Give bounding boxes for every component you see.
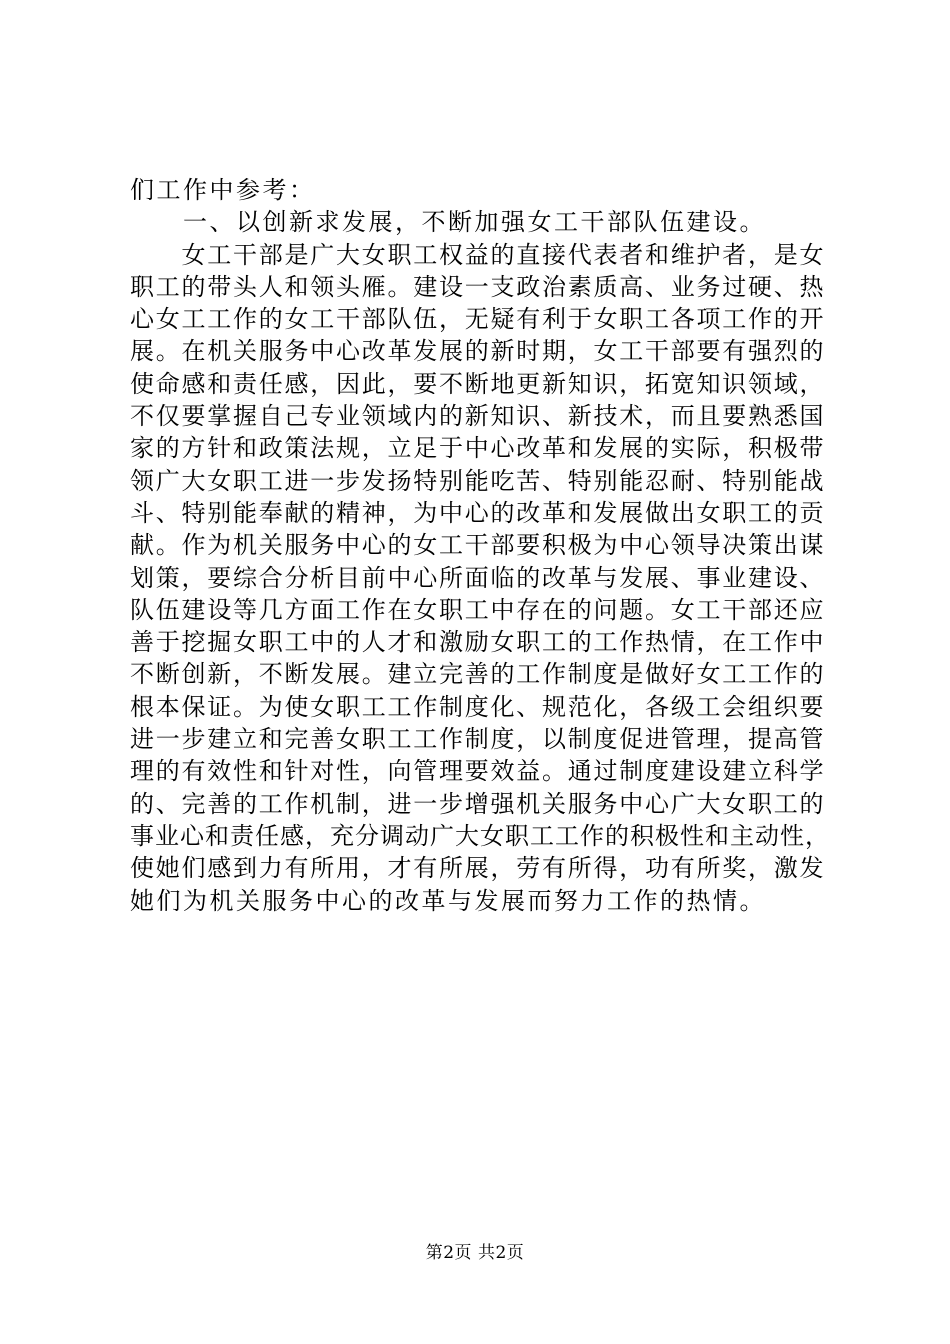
text-line: 不仅要掌握自己专业领域内的新知识、新技术，而且要熟悉国 [130,402,826,431]
page-number-footer: 第2页 共2页 [425,1243,525,1263]
text-line: 使她们感到力有所用，才有所展，劳有所得，功有所奖，激发 [130,854,826,883]
text-line: 队伍建设等几方面工作在女职工中存在的问题。女工干部还应 [130,595,826,624]
text-line: 斗、特别能奉献的精神，为中心的改革和发展做出女职工的贡 [130,498,826,527]
text-line: 心女工工作的女工干部队伍，无疑有利于女职工各项工作的开 [130,305,826,334]
section-heading: 一、以创新求发展，不断加强女工干部队伍建设。 [130,208,766,237]
text-line: 不断创新，不断发展。建立完善的工作制度是做好女工工作的 [130,660,826,689]
text-line: 善于挖掘女职工中的人才和激励女职工的工作热情，在工作中 [130,628,826,657]
text-line: 领广大女职工进一步发扬特别能吃苦、特别能忍耐、特别能战 [130,466,826,495]
text-line: 的、完善的工作机制，进一步增强机关服务中心广大女职工的 [130,789,826,818]
text-line: 献。作为机关服务中心的女工干部要积极为中心领导决策出谋 [130,531,826,560]
text-line: 她们为机关服务中心的改革与发展而努力工作的热情。 [130,886,766,915]
text-line: 使命感和责任感，因此，要不断地更新知识，拓宽知识领域， [130,369,826,398]
text-line: 事业心和责任感，充分调动广大女职工工作的积极性和主动性， [130,821,830,850]
text-line: 女工干部是广大女职工权益的直接代表者和维护者，是女 [130,240,826,269]
document-body [130,174,830,917]
text-line: 家的方针和政策法规，立足于中心改革和发展的实际，积极带 [130,434,826,463]
text-line: 根本保证。为使女职工工作制度化、规范化，各级工会组织要 [130,692,826,721]
text-line: 职工的带头人和领头雁。建设一支政治素质高、业务过硬、热 [130,272,826,301]
text-line: 划策，要综合分析目前中心所面临的改革与发展、事业建设、 [130,563,826,592]
text-line: 展。在机关服务中心改革发展的新时期，女工干部要有强烈的 [130,337,826,366]
text-line: 理的有效性和针对性，向管理要效益。通过制度建设建立科学 [130,757,826,786]
text-line: 进一步建立和完善女职工工作制度，以制度促进管理，提高管 [130,725,826,754]
text-line: 们工作中参考： [130,176,316,204]
